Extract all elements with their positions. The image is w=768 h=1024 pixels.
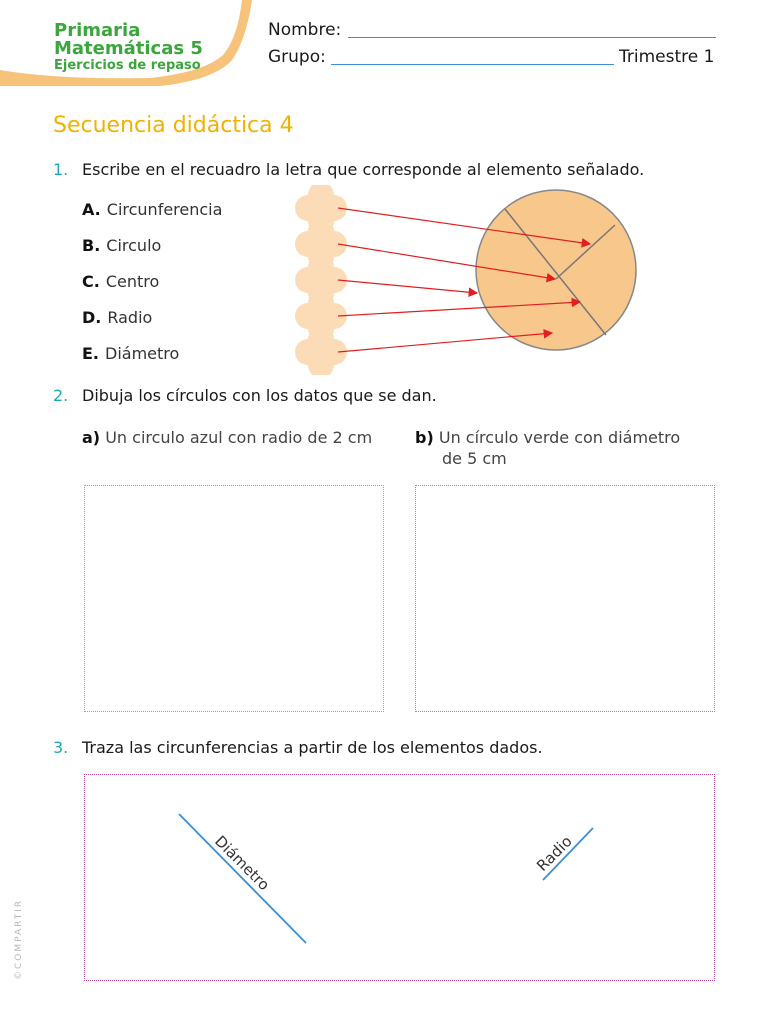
grupo-field[interactable] xyxy=(331,64,614,65)
brand-subtitle: Ejercicios de repaso xyxy=(54,58,201,73)
q2-a-letter: a) xyxy=(82,428,101,447)
brand-subject: Matemáticas 5 xyxy=(54,38,203,59)
q2-number: 2. xyxy=(53,386,69,405)
q2-a-text: Un circulo azul con radio de 2 cm xyxy=(105,428,373,447)
q2-a-label xyxy=(82,428,372,447)
option-label: Circulo xyxy=(106,236,162,255)
drawing-area-b[interactable] xyxy=(415,485,715,712)
arrow-5 xyxy=(338,333,552,352)
arrow-3 xyxy=(338,280,477,293)
option-label: Centro xyxy=(105,272,160,291)
option-letter: B. xyxy=(82,236,101,255)
option-c xyxy=(82,272,159,291)
radio-label: Radio xyxy=(533,832,576,875)
page-title: Secuencia didáctica 4 xyxy=(53,113,294,138)
q2-b-text: Un círculo verde con diámetro xyxy=(438,428,681,447)
drawing-area-a[interactable] xyxy=(84,485,384,712)
option-letter: A. xyxy=(82,200,101,219)
option-d xyxy=(82,308,152,327)
q2-b-text-cont: de 5 cm xyxy=(442,449,507,468)
option-a xyxy=(82,200,222,219)
diameter-segment xyxy=(179,814,306,943)
option-letter: C. xyxy=(82,272,100,291)
option-label: Radio xyxy=(107,308,153,327)
q3-elements xyxy=(84,774,715,981)
trimestre-label: Trimestre 1 xyxy=(619,47,715,67)
q2-text: Dibuja los círculos con los datos que se dan. xyxy=(82,386,437,405)
option-label: Circunferencia xyxy=(106,200,223,219)
answer-box-5[interactable] xyxy=(295,326,347,375)
grupo-label: Grupo: xyxy=(268,47,326,67)
option-e xyxy=(82,344,179,363)
q1-number: 1. xyxy=(53,160,69,179)
nombre-label: Nombre: xyxy=(268,20,342,40)
option-letter: E. xyxy=(82,344,100,363)
nombre-field[interactable] xyxy=(348,37,716,38)
q1-text: Escribe en el recuadro la letra que corresponde al elemento señalado. xyxy=(82,160,645,179)
option-label: Diámetro xyxy=(105,344,180,363)
q3-number: 3. xyxy=(53,738,69,757)
option-letter: D. xyxy=(82,308,102,327)
q2-b-letter: b) xyxy=(415,428,434,447)
circle-diagram xyxy=(290,185,650,375)
option-b xyxy=(82,236,161,255)
q2-b-label xyxy=(415,428,680,447)
copyright-watermark: ©COMPARTIR xyxy=(14,898,24,980)
diametro-label: Diámetro xyxy=(211,832,274,895)
brand-title: Primaria xyxy=(54,20,141,41)
q3-text: Traza las circunferencias a partir de los elementos dados. xyxy=(82,738,543,757)
